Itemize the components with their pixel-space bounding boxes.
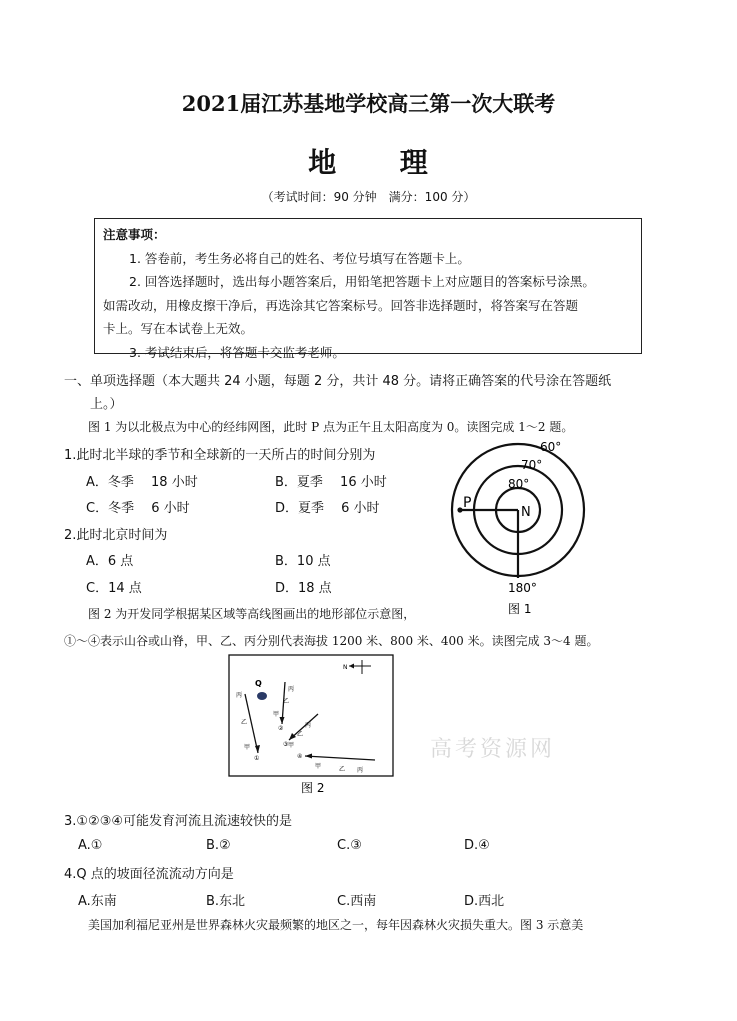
line4-jia: 甲 <box>315 763 322 770</box>
figure-1-caption: 图 1 <box>508 602 532 616</box>
label-point-p: P <box>463 495 472 511</box>
q2-option-a[interactable]: A．6 点 <box>86 554 134 569</box>
figure-2-caption: 图 2 <box>301 781 325 795</box>
q3-option-d[interactable]: D.④ <box>464 838 490 853</box>
q4-option-d[interactable]: D.西北 <box>464 894 505 909</box>
section-heading: 一、单项选择题（本大题共 24 小题，每题 2 分，共计 48 分。请将正确答案的代号涂在答题纸 <box>64 374 612 389</box>
exam-title: 2021届江苏基地学校高三第一次大联考 <box>181 91 556 116</box>
q1-option-d[interactable]: D．夏季 6 小时 <box>275 501 380 516</box>
marker-3: ③ <box>283 741 289 748</box>
q4-option-b[interactable]: B.东北 <box>206 894 246 909</box>
north-arrow-head <box>349 664 354 669</box>
line4-yi: 乙 <box>339 766 346 773</box>
q1-stem: 1.此时北半球的季节和全球新的一天所占的时间分别为 <box>64 448 376 463</box>
q4-stem: 4.Q 点的坡面径流流动方向是 <box>64 867 234 882</box>
subject-title <box>0 141 737 181</box>
q4-option-c[interactable]: C.西南 <box>337 894 377 909</box>
q1-option-a[interactable]: A．冬季 18 小时 <box>86 475 198 490</box>
figure-1 <box>440 435 610 620</box>
marker-4: ④ <box>297 753 303 760</box>
point-p-marker <box>457 507 462 512</box>
q3-option-b[interactable]: B.② <box>206 838 231 853</box>
subject-char-left: 地 <box>308 146 338 179</box>
intro-fig2-cont: ①～④表示山谷或山脊，甲、乙、丙分别代表海拔 1200 米、800 米、400 米。读图完成 3～4 题。 <box>64 634 599 648</box>
notice-item-2-end: 卡上。写在本试卷上无效。 <box>103 321 254 336</box>
notice-heading: 注意事项： <box>103 227 166 242</box>
q2-stem: 2.此时北京时间为 <box>64 528 168 543</box>
line2-bing: 丙 <box>288 686 295 693</box>
line4-bing: 丙 <box>357 767 364 774</box>
arrow-1 <box>255 745 260 753</box>
notice-item-2: 2. 回答选择题时，选出每小题答案后，用铅笔把答题卡上对应题目的答案标号涂黑。 <box>129 274 595 289</box>
q3-option-c[interactable]: C.③ <box>337 838 362 853</box>
label-60: 60° <box>540 440 562 454</box>
notice-box <box>94 218 642 360</box>
q1-option-b[interactable]: B．夏季 16 小时 <box>275 475 387 490</box>
line3-jia: 甲 <box>288 742 295 749</box>
q2-option-d[interactable]: D．18 点 <box>275 581 332 596</box>
line3-bing: 丙 <box>305 722 312 729</box>
line3-yi: 乙 <box>297 731 304 738</box>
marker-1: ① <box>254 755 260 762</box>
arrow-4 <box>305 754 312 759</box>
intro-fig3: 美国加利福尼亚州是世界森林火灾最频繁的地区之一，每年因森林火灾损失重大。图 3 示意美 <box>88 918 584 932</box>
q3-option-a[interactable]: A.① <box>78 838 103 853</box>
lake-marker <box>257 692 267 700</box>
q4-option-a[interactable]: A.东南 <box>78 894 117 909</box>
q3-stem: 3.①②③④可能发育河流且流速较快的是 <box>64 814 293 829</box>
label-80: 80° <box>508 477 530 491</box>
section-heading-cont: 上。） <box>90 397 123 412</box>
exam-info: （考试时间：90 分钟 满分：100 分） <box>261 190 476 204</box>
north-label: N <box>343 664 348 671</box>
line2-jia: 甲 <box>273 711 280 718</box>
subject-char-right: 理 <box>399 146 429 179</box>
marker-2: ② <box>278 725 284 732</box>
label-180: 180° <box>508 581 537 595</box>
line1-yi: 乙 <box>241 719 248 726</box>
line1-bing: 丙 <box>236 692 243 699</box>
q1-option-c[interactable]: C．冬季 6 小时 <box>86 501 190 516</box>
q2-option-b[interactable]: B．10 点 <box>275 554 331 569</box>
line2-yi: 乙 <box>283 698 290 705</box>
label-70: 70° <box>521 458 543 472</box>
label-q: Q <box>255 679 262 688</box>
notice-item-1: 1. 答卷前，考生务必将自己的姓名、考位号填写在答题卡上。 <box>129 250 470 266</box>
figure-2 <box>225 650 725 800</box>
notice-item-2-cont: 如需改动，用橡皮擦干净后，再选涂其它答案标号。回答非选择题时，将答案写在答题 <box>103 297 579 313</box>
arrow-2 <box>280 717 285 724</box>
ridge-line-4 <box>305 756 375 760</box>
watermark: 高考资源网 <box>430 737 556 762</box>
label-north-pole: N <box>521 505 531 520</box>
notice-item-3: 3. 考试结束后，将答题卡交监考老师。 <box>129 344 345 360</box>
intro-fig1: 图 1 为以北极点为中心的经纬网图，此时 P 点为正午且太阳高度为 0。读图完成 1～2 题。 <box>88 420 574 434</box>
intro-fig2: 图 2 为开发同学根据某区域等高线图画出的地形部位示意图， <box>88 607 416 621</box>
q2-option-c[interactable]: C．14 点 <box>86 581 142 596</box>
line1-jia: 甲 <box>244 744 251 751</box>
